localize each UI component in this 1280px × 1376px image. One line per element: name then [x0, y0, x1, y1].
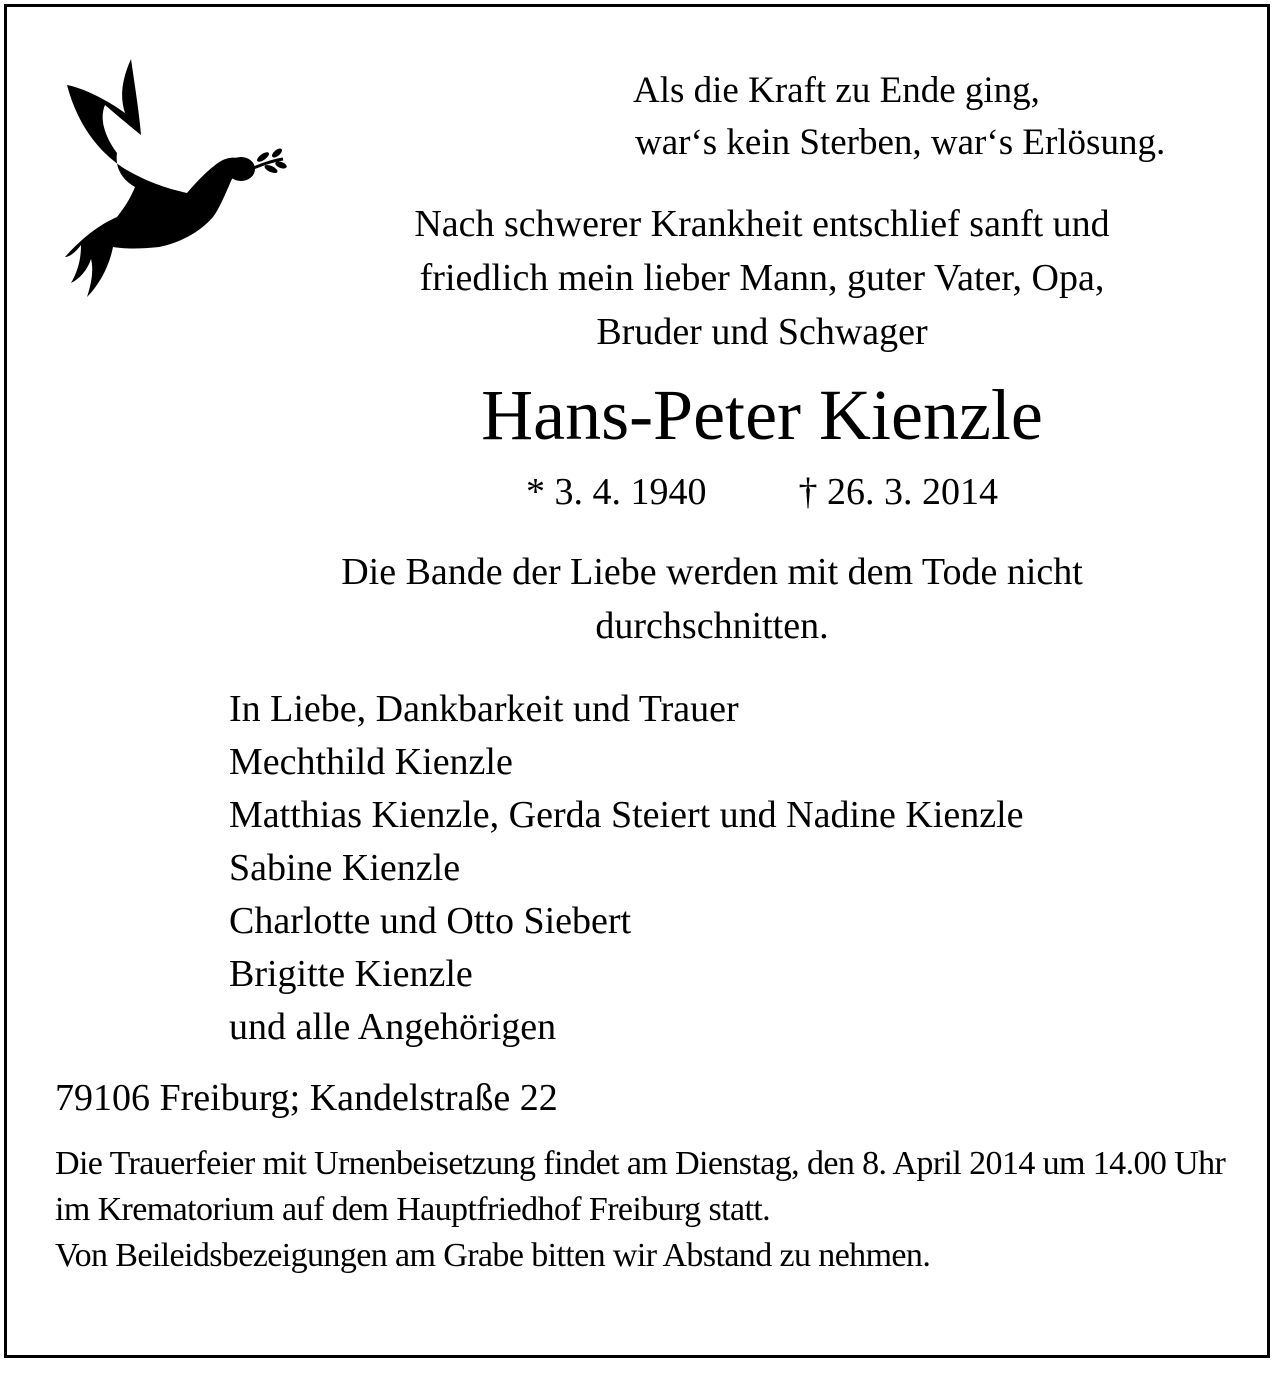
- mourners-line: Matthias Kienzle, Gerda Steiert und Nadine Kienzle: [229, 794, 1024, 836]
- service-info: [55, 1141, 1245, 1279]
- family-address: 79106 Freiburg; Kandelstraße 22: [55, 1077, 558, 1119]
- intro-line: friedlich mein lieber Mann, guter Vater, Opa,: [419, 257, 1105, 299]
- quote: [207, 545, 1217, 653]
- mourners-list: [229, 683, 1024, 1054]
- mourners-line: Mechthild Kienzle: [229, 741, 513, 783]
- mourners-line: und alle Angehörigen: [229, 1006, 557, 1048]
- intro-line: Nach schwerer Krankheit entschlief sanft und: [414, 203, 1110, 245]
- quote-line: durchschnitten.: [595, 605, 829, 647]
- birth-date: * 3. 4. 1940: [526, 471, 707, 513]
- intro-line: Bruder und Schwager: [596, 311, 928, 353]
- life-dates: [307, 467, 1217, 517]
- death-date: † 26. 3. 2014: [798, 471, 998, 513]
- intro-text: [267, 197, 1257, 359]
- quote-line: Die Bande der Liebe werden mit dem Tode nicht: [341, 551, 1083, 593]
- mourners-line: Brigitte Kienzle: [229, 953, 473, 995]
- condolence-note: Von Beileidsbezeigungen am Grabe bitten wir Abstand zu nehmen.: [55, 1237, 931, 1274]
- service-details: Die Trauerfeier mit Urnenbeisetzung findet am Dienstag, den 8. April 2014 um 14.00 Uhr im Krematorium auf dem Hauptfriedhof Freiburg statt.: [55, 1145, 1226, 1228]
- motto-line: Als die Kraft zu Ende ging,: [633, 70, 1040, 111]
- mourners-line: Charlotte und Otto Siebert: [229, 900, 632, 942]
- dove-icon: [65, 57, 287, 307]
- motto-line: war‘s kein Sterben, war‘s Erlösung.: [635, 122, 1166, 163]
- obituary-notice: [4, 4, 1270, 1358]
- mourners-line: In Liebe, Dankbarkeit und Trauer: [229, 688, 739, 730]
- mourners-line: Sabine Kienzle: [229, 847, 461, 889]
- motto: [633, 65, 1165, 169]
- deceased-name: Hans-Peter Kienzle: [481, 375, 1043, 455]
